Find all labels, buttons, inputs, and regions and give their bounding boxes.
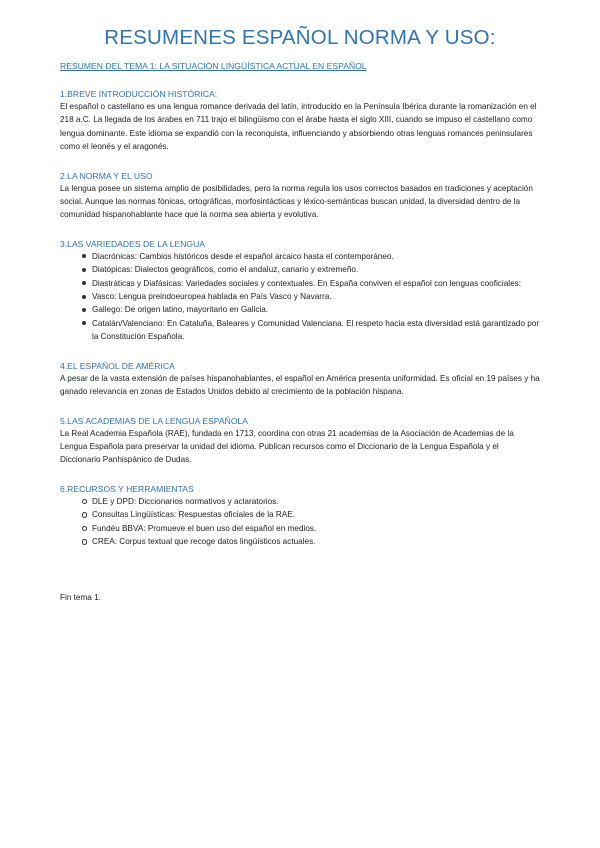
list-item: Diatópicas: Dialectos geográficos, como el andaluz, canario y extremeño.: [82, 263, 540, 276]
resources-list: [60, 495, 540, 549]
section-heading: 3.LAS VARIEDADES DE LA LENGUA: [60, 238, 206, 249]
end-note: Fin tema 1.: [60, 593, 101, 603]
section-heading: 2.LA NORMA Y EL USO: [60, 170, 153, 181]
list-item: Gallego: De origen latino, mayoritario en Galicia.: [82, 303, 540, 316]
section-spanish-america: [60, 360, 540, 399]
list-item: Catalán/Valenciano: En Cataluña, Baleares y Comunidad Valenciana. El respeto hacia esta diversidad está garantizado por la Constitución Española.: [82, 317, 540, 344]
list-item: CREA: Corpus textual que recoge datos lingüísticos actuales.: [82, 535, 540, 548]
section-norm-and-use: [60, 170, 540, 222]
section-language-academies: [60, 415, 540, 467]
varieties-list: [60, 250, 540, 344]
list-item: Diacrónicas: Cambios históricos desde el español arcaico hasta el contemporáneo.: [82, 250, 540, 263]
section-body: La lengua posee un sistema amplio de posibilidades, pero la norma regula los usos correctos basados en tradiciones y aceptación social. Aunque las normas fónicas, ortográficas, morfosintácticas y léxico-semánticas buscan unidad, la diversidad dentro de la comunidad hispanohablante hace que la norma sea abierta y evolutiva.: [60, 183, 533, 220]
section-heading: 6.RECURSOS Y HERRAMIENTAS: [60, 483, 194, 494]
section-historical-intro: [60, 88, 540, 154]
list-item: Consultas Lingüísticas: Respuestas oficiales de la RAE.: [82, 508, 540, 521]
section-heading: 4.EL ESPAÑOL DE AMÉRICA: [60, 360, 175, 371]
section-language-varieties: [60, 238, 540, 344]
list-item: DLE y DPD: Diccionarios normativos y aclaratorios.: [82, 495, 540, 508]
list-item: Fundéu BBVA: Promueve el buen uso del español en medios.: [82, 522, 540, 535]
list-item: Diastráticas y Diafásicas: Variedades sociales y contextuales. En España conviven el español con lenguas cooficiales:: [82, 277, 540, 290]
section-heading: 5.LAS ACADEMIAS DE LA LENGUA ESPAÑOLA: [60, 415, 249, 426]
section-resources-tools: [60, 483, 540, 549]
list-item: Vasco: Lengua preindoeuropea hablada en País Vasco y Navarra.: [82, 290, 540, 303]
section-heading: 1.BREVE INTRODUCCIÓN HISTÓRICA:: [60, 89, 218, 99]
page-title: RESUMENES ESPAÑOL NORMA Y USO:: [104, 26, 496, 49]
section-body: La Real Academia Española (RAE), fundada en 1713, coordina con otras 21 academias de la Asociación de Academias de la Lengua Española para preservar la unidad del idioma. Publican recursos como el Diccionario de la Lengua Española y el Diccionario Panhispánico de Dudas.: [60, 428, 514, 465]
section-body: A pesar de la vasta extensión de países hispanohablantes, el español en América presenta uniformidad. Es oficial en 19 países y ha ganado relevancia en zonas de Estados Unidos debido al crecimiento de la población hispana.: [60, 373, 540, 397]
section-body: El español o castellano es una lengua romance derivada del latín, introducido en la Península Ibérica durante la romanización en el 218 a.C. La llegada de los árabes en 711 trajo el bilingüismo con el árabe hasta el siglo XIII, cuando se impuso el castellano como lengua dominante. Este idioma se expandió con la reconquista, influenciando y absorbiendo otras lenguas romances peninsulares como el leonés y el aragonés.: [60, 102, 537, 152]
summary-subtitle: RESUMEN DEL TEMA 1: LA SITUACIÓN LINGÜÍSTICA ACTUAL EN ESPAÑOL: [60, 61, 367, 71]
